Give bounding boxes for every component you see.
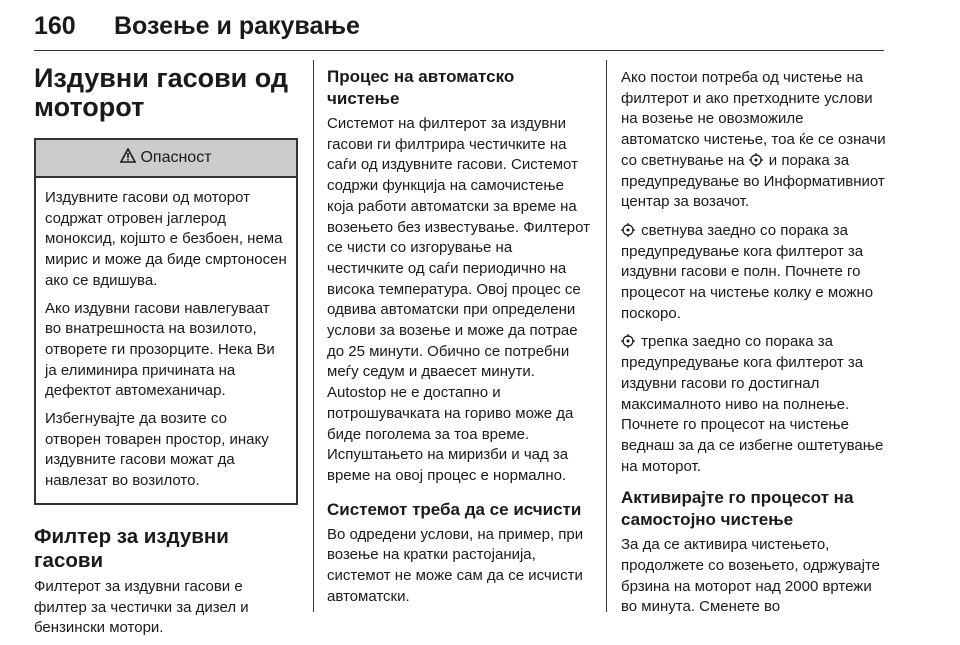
column-divider-2	[606, 60, 607, 612]
exhaust-filter-icon	[749, 153, 763, 167]
exhaust-filter-icon	[621, 223, 635, 237]
page-number: 160	[34, 12, 76, 40]
exhaust-filter-icon	[621, 334, 635, 348]
warning-title: Опасност	[140, 149, 212, 166]
filter-lit-text: светнува заедно со порака за предупредување кога филтерот за издувни гасови е полн. Почнете го процесот на чистење колку е можно поскоро.	[621, 221, 874, 322]
running-title: Возење и ракување	[114, 12, 360, 40]
column-divider-1	[313, 60, 314, 612]
warning-body	[36, 178, 296, 503]
activate-cleaning-text: За да се активира чистењето, продолжете со возењето, одржувајте брзина на моторот над 2000 вртежи во минута. Сменете во	[621, 536, 881, 616]
warning-header	[36, 140, 296, 178]
danger-warning-box	[34, 138, 298, 505]
warning-paragraph: Издувните гасови од моторот содржат отровен јаглерод моноксид, којшто е безбоен, нема мирис и може да биде смртоносен ако се вдишува.	[45, 189, 287, 289]
column-2	[327, 58, 591, 615]
page-header	[34, 6, 884, 46]
needs-cleaning-text: Во одредени услови, на пример, при возење на кратки растојанија, системот не може сам да се исчисти автоматски.	[327, 525, 584, 605]
needs-cleaning-heading: Системот треба да се исчисти	[327, 499, 582, 519]
warning-paragraph: Избегнувајте да возите со отворен товарен простор, инаку издувните гасови можат да навлезат во возилото.	[45, 410, 269, 490]
warning-paragraph: Ако издувни гасови навлегуваат во внатрешноста на возилото, отворете ги прозорците. Нека Ви ја елиминира причината на дефектот автомеханичар.	[45, 299, 275, 400]
filter-section-text: Филтерот за издувни гасови е филтер за честички за дизел и бензински мотори.	[34, 577, 249, 637]
column-1	[34, 58, 298, 645]
warning-triangle-icon	[120, 148, 136, 168]
column-3	[621, 58, 886, 626]
header-rule	[34, 50, 884, 51]
filter-section-heading: Филтер за издувни гасови	[34, 524, 229, 572]
filter-flash-text: трепка заедно со порака за предупредување кога филтерот за издувни гасови го достигнал максималното ниво на полнење. Почнете го процесот на чистење веднаш за да се избегне оштетување на моторот.	[621, 333, 884, 475]
exhaust-gases-heading: Издувни гасови од моторот	[34, 63, 289, 122]
auto-cleaning-heading: Процес на автоматско чистење	[327, 67, 515, 108]
auto-cleaning-text: Системот на филтерот за издувни гасови ги филтрира честичките на саѓи од издувните гасови. Системот содржи функција на самочистење која работи автоматски за време на возењето без известување. Филтерот се чисти со изгорување на честичките од саѓи периодично на висока температура. Овој процес се одвива автоматски при определени услови за возење и може да потрае до 25 минути. Обично се потребни меѓу седум и дваесет минути. Autostop не е достапно и потрошувачката на гориво може да биде поголема за тоа време. Испуштањето на миризби и чад за време на овој процес е нормално.	[327, 115, 590, 484]
filter-indicator-text: Ако постои потреба од чистење на филтерот и ако претходните услови на возење не овозможиле автоматско чистење, тоа ќе се означи со светнување на и порака за предупредување во Информативниот центар за возачот.	[621, 69, 886, 211]
activate-cleaning-heading: Активирајте го процесот на самостојно чистење	[621, 488, 854, 530]
